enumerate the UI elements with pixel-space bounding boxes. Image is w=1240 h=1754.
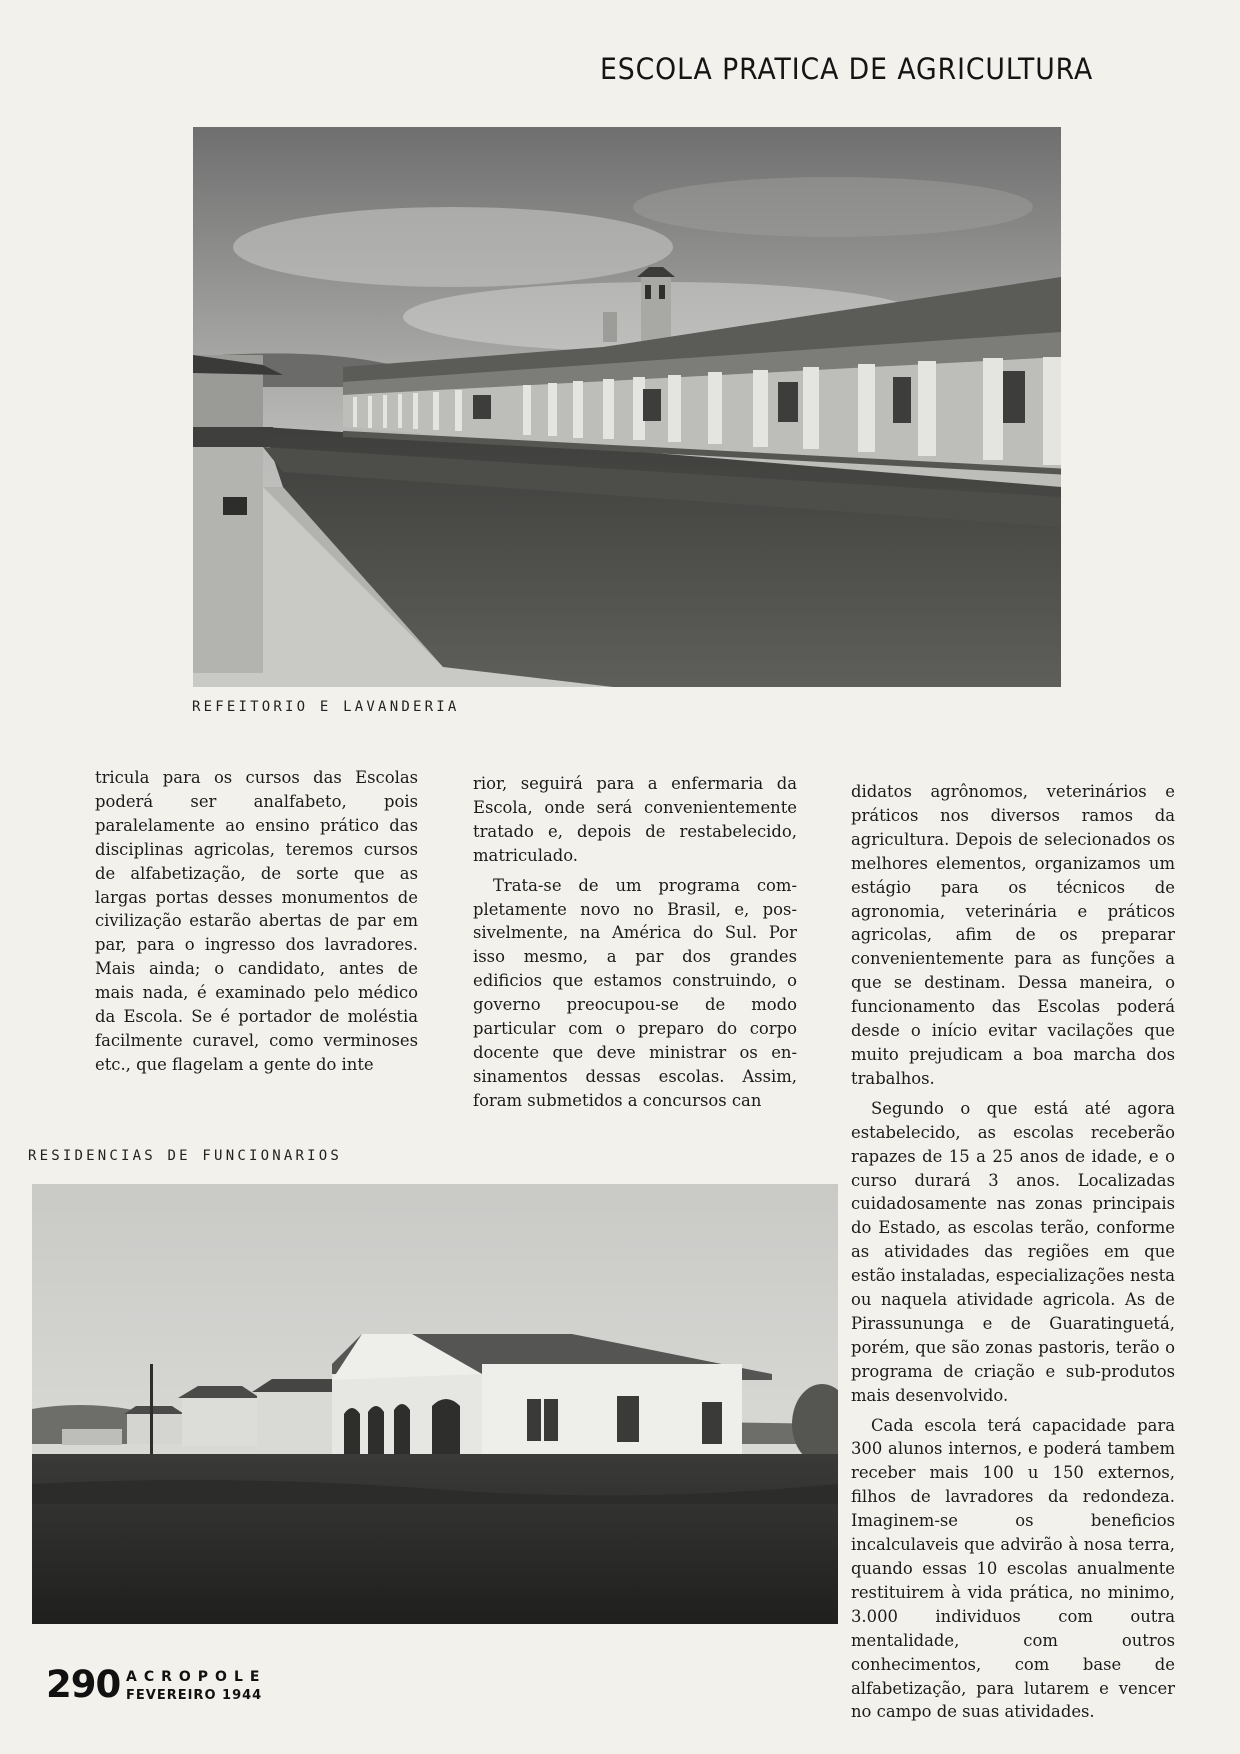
magazine-name: ACROPOLE	[126, 1669, 267, 1685]
paragraph: tricula para os cursos das Escolas poderá ser analfabeto, pois paralelamente ao ensino prático das disciplinas agricolas, teremos cursos de alfabetização, de sorte que as largas portas desses monumentos de civilização estarão abertas de par em par, para o ingresso dos lavradores. Mais ainda; o candidato, antes de mais nada, é examinado pelo médico da Escola. Se é portador de moléstia facilmente curavel, como verminoses etc., que flagelam a gente do inte	[95, 768, 418, 1074]
text-column-3	[851, 780, 1175, 1724]
paragraph: didatos agrônomos, veterinários e práticos nos diversos ramos da agricultura. Depois de selecionados os melhores elementos, organizamos um estágio para os técnicos de agronomia, veterinária e práticos agricolas, afim de os preparar convenientemente para as funções a que se destinam. Dessa maneira, o funcionamento das Escolas poderá desde o início evitar vacilações que muito prejudicam a boa marcha dos trabalhos.	[851, 782, 1175, 1088]
refeitorio-illustration	[193, 127, 1061, 687]
text-column-1	[95, 766, 418, 1077]
paragraph: Trata-se de um programa completamente novo no Brasil, e, possivelmente, na América do Sul. Por isso mesmo, a par dos grandes edificios que estamos construindo, o governo preocupou-se de modo particular com o preparo do corpo docente que deve ministrar os ensinamentos dessas escolas. Assim, foram submetidos a concursos can	[473, 875, 797, 1110]
paragraph: Cada escola terá capacidade para 300 alunos internos, e poderá tambem receber mais 100 u 150 externos, filhos de lavradores da redondeza. Imaginem-se os beneficios incalculaveis que advirão à nosa terra, quando essas 10 escolas anualmente restituirem à vida prática, no minimo, 3.000 individuos com outra mentalidade, com outros conhecimentos, com base de alfabetização, para lutarem e vencer no campo de suas atividades.	[851, 1415, 1175, 1722]
photo-refeitorio	[193, 127, 1061, 687]
page-title: ESCOLA PRATICA DE AGRICULTURA	[600, 52, 1094, 86]
photo-caption-refeitorio: REFEITORIO E LAVANDERIA	[192, 699, 460, 715]
page-number: 290	[46, 1663, 121, 1706]
issue-date: FEVEREIRO 1944	[126, 1688, 263, 1703]
photo-residencias	[32, 1184, 838, 1624]
text-column-2	[473, 772, 797, 1113]
photo-caption-residencias: RESIDENCIAS DE FUNCIONARIOS	[28, 1148, 342, 1164]
residencias-illustration	[32, 1184, 838, 1624]
paragraph: Segundo o que está até agora estabelecido, as escolas receberão rapazes de 15 a 25 anos de idade, e o curso durará 3 anos. Localizadas cuidadosamente nas zonas principais do Estado, as escolas terão, conforme as atividades das regiões em que estão instaladas, especializações nesta ou naquela atividade agricola. As de Pirassununga e de Guaratinguetá, porém, que são zonas pastoris, terão o programa de criação e sub-produtos mais desenvolvido.	[851, 1098, 1175, 1405]
paragraph: rior, seguirá para a enfermaria da Escola, onde será convenientemente tratado e, depois de restabelecido, matriculado.	[473, 774, 797, 865]
